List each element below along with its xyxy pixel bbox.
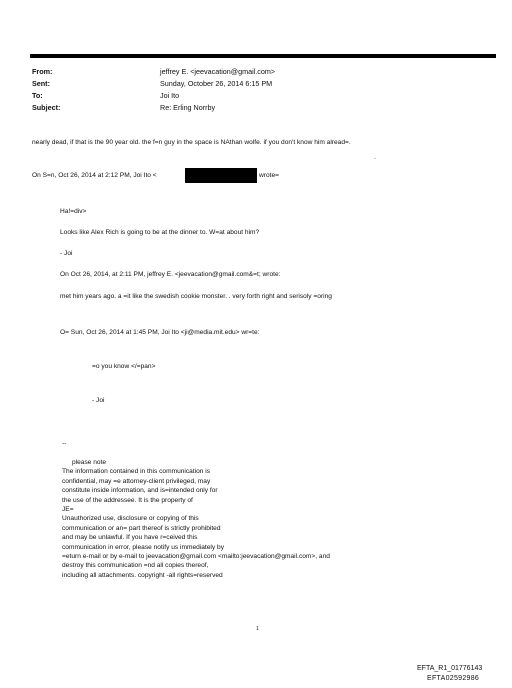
reply-header-3: O= Sun, Oct 26, 2014 at 1:45 PM, Joi Ito <ji@media.mit.edu> wr=te: (60, 329, 260, 336)
to-value: Joi Ito (160, 91, 180, 100)
notice-line: communication in error, please notify us immediately by (62, 543, 224, 551)
stray-dot: . (374, 154, 376, 161)
signature-joi-1: - Joi (60, 250, 73, 257)
notice-line: communication or an= part thereof is strictly prohibited (62, 524, 221, 532)
body-line-1: nearly dead, if that is the 90 year old. the f=n guy in the space is NAthan wolfe. if you don't know him alread=. (32, 139, 351, 146)
reply-header-2: On Oct 26, 2014, at 2:11 PM, jeffrey E. <jeevacation@gmail.com&=t; wrote: (60, 271, 281, 278)
notice-line: constitute inside information, and is=intended only for (62, 487, 218, 495)
notice-line: The information contained in this communication is (62, 468, 211, 476)
header-rule (30, 54, 496, 58)
to-label: To: (32, 91, 43, 100)
quoted-line-you-know: =o you know </=pan> (92, 363, 156, 370)
from-value: jeffrey E. <jeevacation@gmail.com> (160, 67, 276, 76)
notice-line: destroy this communication =nd all copies thereof, (62, 562, 209, 570)
quoted-line-looks-like: Looks like Alex Rich is going to be at the dinner to. W=at about him? (60, 229, 260, 236)
notice-line: =eturn e-mail or by e-mail to jeevacation@gmail.com <mailto:jeevacation@gmail.com>, and (62, 553, 330, 561)
bates-number-2: EFTA02592986 (427, 675, 480, 682)
quoted-line-hal: Ha!=div> (60, 208, 87, 215)
from-label: From: (32, 67, 53, 76)
subject-value: Re: Erling Norrby (160, 103, 216, 112)
reply-header-1: On S=n, Oct 26, 2014 at 2:12 PM, Joi Ito < (32, 172, 157, 179)
notice-line: the use of the addressee. It is the property of (62, 496, 193, 504)
confidentiality-notice (62, 458, 330, 580)
signature-joi-2: - Joi (92, 397, 105, 404)
redaction-box (185, 168, 257, 183)
notice-line: including all attachments. copyright -all rights=reserved (62, 571, 223, 579)
signature-separator: -- (62, 440, 67, 447)
sent-value: Sunday, October 26, 2014 6:15 PM (160, 79, 273, 88)
page-number: 1 (256, 626, 259, 632)
notice-line: Unauthorized use, disclosure or copying of this (62, 515, 199, 523)
reply-header-1-suffix: wrote= (259, 172, 279, 179)
quoted-line-met-him: met him years ago. a =it like the swedish cookie monster. . very forth right and serisoly =oring (60, 293, 332, 300)
notice-line: please note (72, 459, 107, 466)
subject-label: Subject: (32, 103, 61, 112)
sent-label: Sent: (32, 79, 50, 88)
notice-line: and may be unlawful. If you have r=ceived this (62, 534, 198, 542)
bates-number-1: EFTA_R1_01776143 (417, 665, 483, 672)
notice-line: JE= (62, 506, 74, 514)
notice-line: confidential, may =e attorney-client privileged, may (62, 477, 211, 485)
